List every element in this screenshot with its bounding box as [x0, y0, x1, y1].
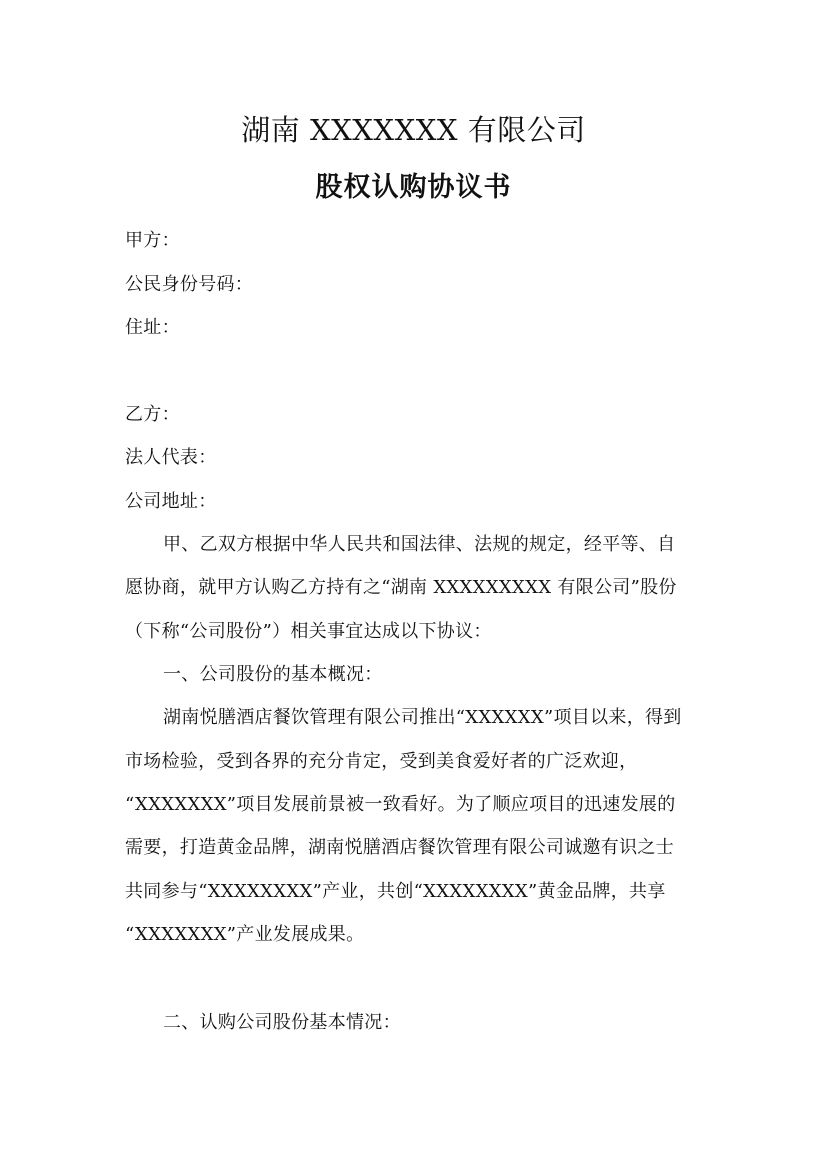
party-a-label: 甲方： [125, 230, 180, 251]
party-a-address-label: 住址： [125, 317, 180, 338]
intro-line-2: 愿协商，就甲方认购乙方持有之“湖南 XXXXXXXXX 有限公司”股份 [125, 577, 677, 598]
company-title: 湖南 XXXXXXX 有限公司 [241, 113, 586, 147]
intro-line-1: 甲、乙双方根据中华人民共和国法律、法规的规定，经平等、自 [163, 534, 676, 555]
section-2-heading: 二、认购公司股份基本情况： [163, 1012, 401, 1033]
intro-line-3: （下称“公司股份”）相关事宜达成以下协议： [125, 621, 492, 642]
section-1-line-2: 市场检验，受到各界的充分肯定，受到美食爱好者的广泛欢迎， [125, 751, 638, 772]
party-b-rep-label: 法人代表： [125, 447, 217, 468]
party-b-label: 乙方： [125, 404, 180, 425]
section-1-heading: 一、公司股份的基本概况： [163, 664, 383, 685]
section-1-line-3: “XXXXXXX”项目发展前景被一致看好。为了顺应项目的迅速发展的 [125, 794, 676, 815]
section-1-line-1: 湖南悦膳酒店餐饮管理有限公司推出“XXXXXX”项目以来，得到 [163, 707, 682, 728]
party-b-address-label: 公司地址： [125, 491, 217, 512]
section-1-line-6: “XXXXXXX”产业发展成果。 [125, 924, 365, 945]
document-title: 股权认购协议书 [315, 172, 512, 203]
party-a-id-label: 公民身份号码： [125, 274, 254, 295]
section-1-line-5: 共同参与“XXXXXXXX”产业，共创“XXXXXXXX”黄金品牌，共享 [125, 881, 666, 902]
section-1-line-4: 需要，打造黄金品牌，湖南悦膳酒店餐饮管理有限公司诚邀有识之士 [125, 837, 674, 858]
